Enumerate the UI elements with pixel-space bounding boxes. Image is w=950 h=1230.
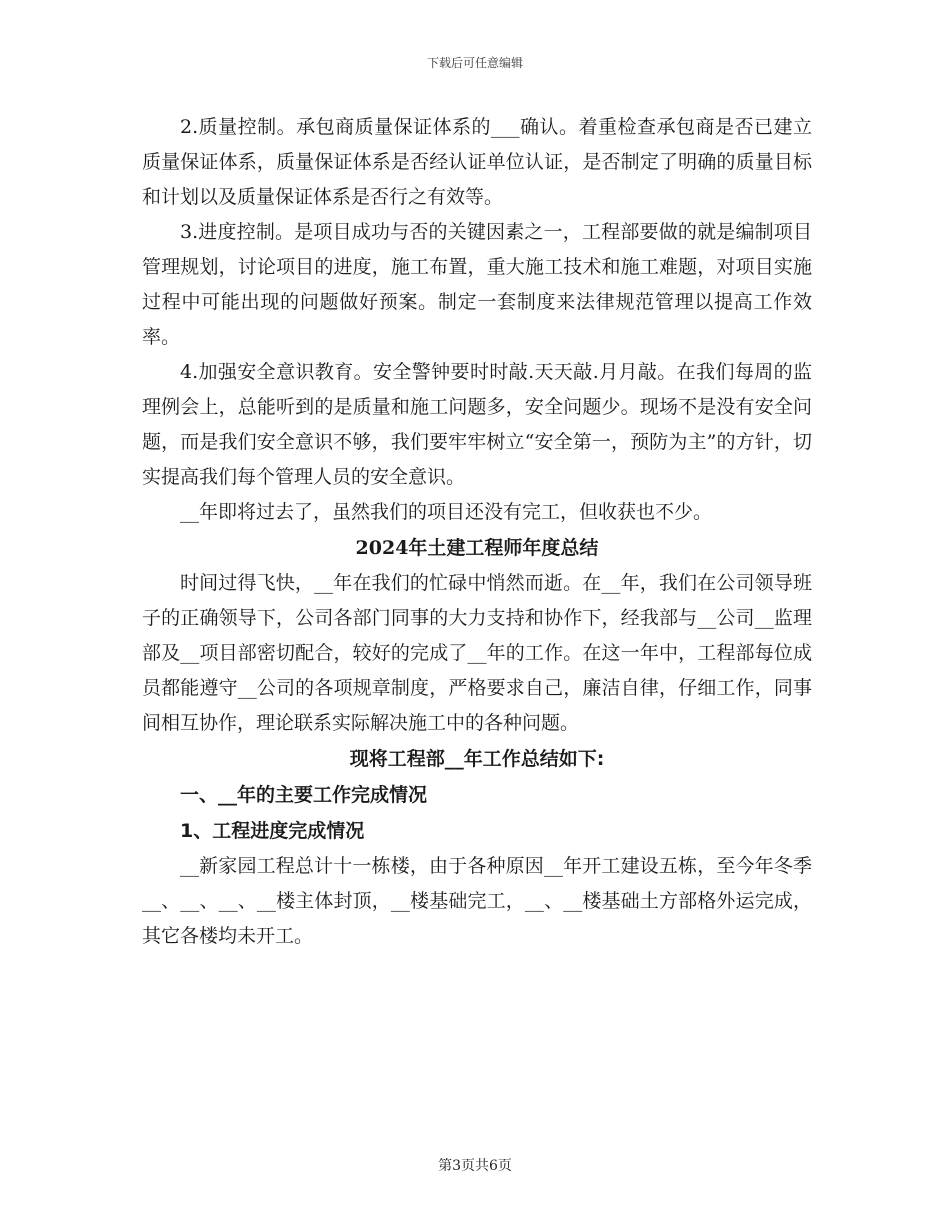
- paragraph-intro: 时间过得飞快，__年在我们的忙碌中悄然而逝。在__年，我们在公司领导班子的正确领导下，公司各部门同事的大力支持和协作下，经我部与__公司__监理部及__项目部密切配合，较好的完成了__年的工作。在这一年中，工程部每位成员都能遵守__公司的各项规章制度，严格要求自己，廉洁自律，仔细工作，同事间相互协作，理论联系实际解决施工中的各种问题。: [142, 572, 812, 734]
- paragraph-year-summary: __年即将过去了，虽然我们的项目还没有完工，但收获也不少。: [180, 501, 713, 523]
- paragraph-quality-control: 2.质量控制。承包商质量保证体系的___确认。着重检查承包商是否已建立质量保证体系，质量保证体系是否经认证单位认证，是否制定了明确的质量目标和计划以及质量保证体系是否行之有效等。: [142, 116, 812, 208]
- header-note: 下载后可任意编辑: [426, 56, 523, 70]
- document-body: [142, 110, 812, 954]
- paragraph-schedule-control: 3.进度控制。是项目成功与否的关键因素之一，工程部要做的就是编制项目管理规划，讨论项目的进度，施工布置，重大施工技术和施工难题，对项目实施过程中可能出现的问题做好预案。制定一套制度来法律规范管理以提高工作效率。: [142, 221, 812, 348]
- document-title: 2024年土建工程师年度总结: [355, 537, 599, 559]
- section-heading-summary: 现将工程部__年工作总结如下:: [349, 748, 605, 770]
- paragraph-progress-detail: __新家园工程总计十一栋楼，由于各种原因__年开工建设五栋，至今年冬季__、__、__、__楼主体封顶，__楼基础完工，__、__楼基础土方部格外运完成，其它各楼均未开工。: [142, 855, 812, 947]
- section-heading-main-work: 一、__年的主要工作完成情况: [180, 784, 428, 806]
- page-footer: 第3页共6页: [438, 1158, 512, 1174]
- section-heading-progress: 1、工程进度完成情况: [180, 820, 365, 842]
- paragraph-safety-education: 4.加强安全意识教育。安全警钟要时时敲.天天敲.月月敲。在我们每周的监理例会上，总能听到的是质量和施工问题多，安全问题少。现场不是没有安全问题，而是我们安全意识不够，我们要牢牢树立“安全第一，预防为主”的方针，切实提高我们每个管理人员的安全意识。: [142, 361, 812, 488]
